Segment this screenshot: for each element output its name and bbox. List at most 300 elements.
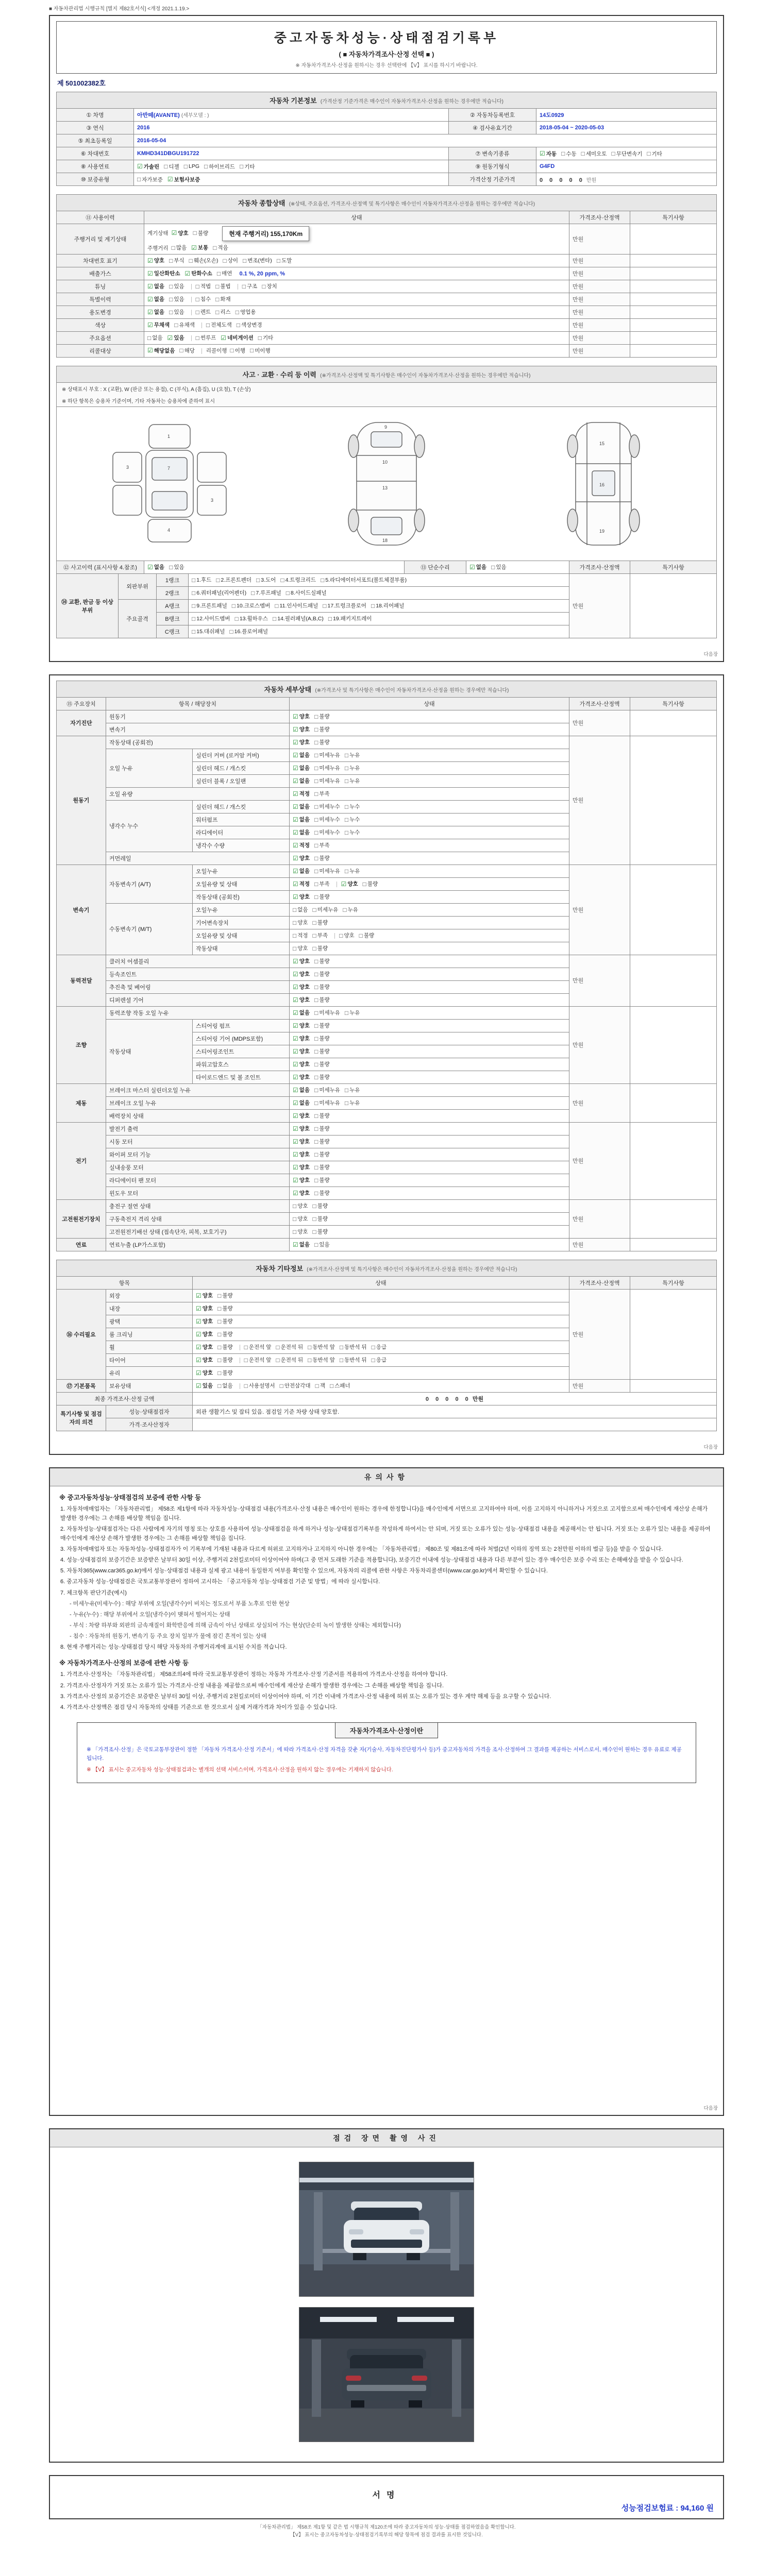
checkbox-label: 영업용 [240, 309, 256, 315]
checkbox-transmission[interactable] [611, 150, 642, 158]
empty-box-icon: □ [611, 150, 615, 157]
checkbox-휠[interactable] [276, 1343, 303, 1351]
checkbox-label: 유채색 [179, 322, 195, 328]
checkbox-label: 적법 [200, 283, 211, 290]
checkbox-자기진단[interactable] [293, 725, 310, 733]
checkbox-특별이력[interactable] [196, 295, 211, 303]
field-cell: 작동상태 (공회전) [106, 736, 290, 749]
empty-box-icon: □ [344, 777, 349, 785]
checkbox-변속기[interactable] [313, 919, 328, 926]
field-cell [290, 813, 569, 826]
checkbox-group [293, 830, 364, 836]
ellipse-element [567, 435, 578, 457]
checkbox-리콜이행[interactable] [230, 347, 245, 354]
checkbox-mileage-level[interactable] [172, 244, 187, 251]
checkbox-원동기[interactable] [345, 777, 360, 785]
checkbox-원동기[interactable] [345, 828, 360, 836]
checkbox-룸 크리닝[interactable] [196, 1330, 213, 1338]
checkbox-제동[interactable] [345, 1086, 360, 1094]
checkbox-gauge-state[interactable] [172, 229, 189, 237]
checkbox-주요옵션[interactable] [221, 334, 253, 342]
checkbox-label: 3.도어 [261, 577, 276, 583]
checkbox-배출가스[interactable] [184, 269, 212, 277]
checkbox-mileage-level[interactable] [191, 244, 208, 251]
checkbox-simple-repair[interactable] [469, 563, 486, 571]
checkbox-용도변경[interactable] [236, 308, 256, 316]
checkbox-A랭크[interactable] [371, 602, 404, 609]
checkbox-label: 불량 [363, 933, 375, 939]
checkbox-타이어[interactable] [340, 1356, 367, 1364]
checkbox-fuel[interactable] [184, 163, 199, 170]
checkbox-C랭크[interactable] [192, 628, 225, 635]
checkbox-원동기[interactable] [314, 841, 330, 849]
checkbox-특별이력[interactable] [169, 295, 184, 303]
checkbox-고전원전기장치[interactable] [313, 1202, 328, 1210]
checkbox-원동기[interactable] [314, 751, 340, 759]
checkbox-전기[interactable] [293, 1189, 310, 1197]
checkbox-원동기[interactable] [293, 751, 310, 759]
checkbox-label: 미세누유 [319, 765, 340, 771]
checkbox-변속기[interactable] [341, 880, 358, 888]
checkbox-warranty[interactable] [137, 176, 163, 183]
empty-box-icon: □ [314, 1125, 318, 1132]
checkbox-고전원전기장치[interactable] [293, 1228, 308, 1235]
checkbox-label: 누유 [349, 778, 360, 784]
field-label: ⑪ 사용이력 [57, 211, 144, 224]
checkbox-연료[interactable] [293, 1241, 310, 1248]
field-cell: 만원 [569, 955, 630, 1006]
checkbox-타이어[interactable] [196, 1356, 213, 1364]
checkbox-타이어[interactable] [217, 1356, 233, 1364]
empty-box-icon: □ [192, 628, 196, 635]
checkbox-group [244, 1358, 392, 1364]
checkbox-label: 양호 [202, 1357, 213, 1363]
checkbox-배출가스[interactable] [217, 269, 232, 277]
insurance-fee [621, 2502, 714, 2513]
checkbox-원동기[interactable] [314, 854, 330, 862]
checkbox-변속기[interactable] [313, 906, 339, 913]
checkbox-원동기[interactable] [293, 790, 310, 798]
checkbox-1랭크[interactable] [192, 576, 211, 584]
checkbox-2랭크[interactable] [286, 589, 327, 597]
checkbox-원동기[interactable] [345, 803, 360, 810]
checkbox-리콜이행[interactable] [250, 347, 271, 354]
checkbox-튜닝[interactable] [147, 282, 164, 290]
checkbox-조향[interactable] [314, 1009, 340, 1016]
checkbox-동력전달[interactable] [293, 983, 310, 991]
checkbox-원동기[interactable] [314, 828, 340, 836]
field-cell [290, 890, 569, 903]
checkbox-광택[interactable] [217, 1317, 233, 1325]
checkbox-휠[interactable] [217, 1343, 233, 1351]
checkbox-group [293, 1165, 334, 1171]
checkbox-타이어[interactable] [244, 1356, 272, 1364]
checkbox-변속기[interactable] [314, 893, 330, 901]
checkbox-transmission[interactable] [581, 150, 607, 158]
checkbox-변속기[interactable] [314, 867, 340, 875]
checkbox-제동[interactable] [293, 1086, 310, 1094]
checkbox-고전원전기장치[interactable] [293, 1215, 308, 1223]
field-cell: 만원 [569, 1379, 630, 1392]
checkbox-원동기[interactable] [314, 816, 340, 823]
table-row [57, 1289, 717, 1302]
checkbox-변속기[interactable] [345, 867, 360, 875]
checkbox-group [192, 590, 331, 597]
checkbox-특별이력[interactable] [215, 295, 231, 303]
checkbox-연료[interactable] [314, 1241, 330, 1248]
checkbox-색상[interactable] [147, 321, 170, 329]
checkbox-label: 불량 [222, 1370, 233, 1376]
checked-box-icon: ☑ [293, 1022, 298, 1029]
checkbox-자기진단[interactable] [293, 713, 310, 720]
ellipse-element [629, 435, 640, 457]
checkbox-group [172, 245, 233, 251]
checkbox-동력전달[interactable] [314, 957, 330, 965]
checkbox-transmission[interactable] [647, 150, 662, 158]
checkbox-원동기[interactable] [293, 854, 310, 862]
checkbox-변속기[interactable] [293, 931, 308, 939]
checkbox-동력전달[interactable] [314, 983, 330, 991]
checkbox-A랭크[interactable] [275, 602, 318, 609]
checkbox-색상[interactable] [206, 321, 232, 329]
checkbox-변속기[interactable] [293, 919, 308, 926]
checkbox-변속기[interactable] [293, 906, 308, 913]
field-cell: 내장 [106, 1302, 193, 1315]
checkbox-동력전달[interactable] [293, 957, 310, 965]
checked-box-icon: ☑ [293, 816, 298, 823]
span-element: 2016-05-04 [137, 138, 166, 144]
checkbox-전기[interactable] [293, 1176, 310, 1184]
section-title [56, 92, 717, 108]
checkbox-변속기[interactable] [313, 931, 328, 939]
checkbox-warranty[interactable] [167, 176, 200, 183]
checked-box-icon: ☑ [167, 334, 173, 342]
checkbox-accident[interactable] [147, 563, 164, 571]
table-header-row [57, 697, 717, 710]
checkbox-변속기[interactable] [293, 944, 308, 952]
checked-box-icon: ☑ [147, 269, 153, 277]
checkbox-튜닝[interactable] [169, 282, 184, 290]
checkbox-label: 사용설명서 [248, 1383, 275, 1389]
checkbox-label: 이행 [234, 347, 246, 354]
checkbox-전기[interactable] [293, 1163, 310, 1171]
checkbox-용도변경[interactable] [215, 308, 231, 316]
checkbox-1랭크[interactable] [321, 576, 407, 584]
checkbox-2랭크[interactable] [251, 589, 281, 597]
checkbox-1랭크[interactable] [280, 576, 316, 584]
checkbox-조향[interactable] [314, 1047, 330, 1055]
checkbox-fuel[interactable] [137, 163, 159, 171]
checkbox-B랭크[interactable] [328, 615, 372, 622]
field-cell [144, 293, 569, 306]
checkbox-변속기[interactable] [293, 867, 310, 875]
checkbox-transmission[interactable] [540, 150, 557, 158]
field-cell: 오일유량 및 상태 [193, 929, 290, 942]
checkbox-차대번호 표기[interactable] [243, 257, 272, 264]
checkbox-타이어[interactable] [308, 1356, 335, 1364]
checkbox-동력전달[interactable] [293, 996, 310, 1004]
empty-box-icon: □ [371, 602, 375, 609]
checkbox-전기[interactable] [293, 1138, 310, 1145]
checkbox-전기[interactable] [293, 1125, 310, 1132]
checkbox-group [293, 843, 334, 849]
empty-box-icon: □ [343, 906, 347, 913]
field-cell: 연료누출 (LP가스포함) [106, 1238, 290, 1251]
checkbox-원동기[interactable] [293, 764, 310, 772]
field-cell: 충전구 절연 상태 [106, 1199, 290, 1212]
checkbox-튜닝[interactable] [262, 282, 277, 290]
checkbox-자기진단[interactable] [314, 725, 330, 733]
checkbox-전기[interactable] [293, 1150, 310, 1158]
empty-box-icon: □ [315, 1382, 319, 1389]
empty-box-icon: □ [236, 321, 240, 329]
checkbox-내장[interactable] [196, 1304, 213, 1312]
checkbox-조향[interactable] [293, 1047, 310, 1055]
checkbox-특별이력[interactable] [147, 295, 164, 303]
checkbox-조향[interactable] [345, 1009, 360, 1016]
checkbox-C랭크[interactable] [229, 628, 268, 635]
span-element: 0 0 0 0 0 [425, 1396, 471, 1402]
checkbox-자기진단[interactable] [314, 713, 330, 720]
checkbox-fuel[interactable] [240, 163, 255, 171]
checkbox-전기[interactable] [314, 1125, 330, 1132]
checkbox-룸 크리닝[interactable] [217, 1330, 233, 1338]
text-element: 16 [599, 482, 605, 487]
field-label: 상태 [290, 697, 569, 710]
checkbox-transmission[interactable] [561, 150, 577, 158]
checkbox-주요옵션[interactable] [167, 334, 184, 342]
checkbox-accident[interactable] [169, 563, 184, 571]
checkbox-보유상태[interactable] [315, 1382, 325, 1389]
checkbox-용도변경[interactable] [169, 308, 184, 316]
checkbox-보유상태[interactable] [280, 1382, 311, 1389]
checkbox-리콜대상[interactable] [179, 347, 195, 354]
checkbox-주요옵션[interactable] [196, 334, 216, 342]
rect-element [452, 2340, 461, 2417]
checkbox-조향[interactable] [314, 1022, 330, 1029]
checkbox-조향[interactable] [314, 1060, 330, 1068]
checkbox-차대번호 표기[interactable] [277, 257, 292, 264]
checkbox-동력전달[interactable] [314, 996, 330, 1004]
checkbox-원동기[interactable] [314, 738, 330, 746]
checkbox-타이어[interactable] [276, 1356, 303, 1364]
checkbox-휠[interactable] [340, 1343, 367, 1351]
checkbox-label: 있음 [174, 564, 184, 570]
empty-box-icon: □ [362, 880, 366, 888]
checkbox-조향[interactable] [293, 1035, 310, 1042]
field-cell [134, 147, 449, 160]
checkbox-조향[interactable] [293, 1022, 310, 1029]
span-element: 자동차 세부상태 [264, 685, 312, 693]
checkbox-변속기[interactable] [314, 880, 330, 888]
checkbox-전기[interactable] [314, 1189, 330, 1197]
checkbox-외장[interactable] [196, 1292, 213, 1299]
checkbox-전기[interactable] [314, 1176, 330, 1184]
field-cell [290, 993, 569, 1006]
checkbox-보유상태[interactable] [244, 1382, 275, 1389]
checkbox-주요옵션[interactable] [258, 334, 274, 342]
checkbox-제동[interactable] [314, 1086, 340, 1094]
checkbox-label: 불량 [222, 1293, 233, 1299]
field-label: 특기사항 [630, 697, 717, 710]
checkbox-group [293, 817, 364, 823]
field-cell: 구동축전지 격리 상태 [106, 1212, 290, 1225]
checkbox-원동기[interactable] [314, 790, 330, 798]
empty-box-icon: □ [137, 176, 141, 183]
empty-box-icon: □ [344, 751, 349, 759]
checkbox-label: 없음 [152, 335, 163, 341]
checkbox-휠[interactable] [372, 1343, 387, 1351]
checkbox-B랭크[interactable] [273, 615, 324, 622]
checkbox-색상[interactable] [237, 321, 262, 329]
checkbox-차대번호 표기[interactable] [223, 257, 238, 264]
checkbox-원동기[interactable] [314, 764, 340, 772]
checkbox-변속기[interactable] [313, 944, 328, 952]
empty-box-icon: □ [276, 1343, 280, 1351]
checkbox-label: 양호 [299, 997, 310, 1003]
checkbox-전기[interactable] [314, 1150, 330, 1158]
checkbox-변속기[interactable] [293, 880, 310, 888]
checkbox-원동기[interactable] [293, 738, 310, 746]
field-label: 2랭크 [157, 586, 189, 599]
car-diagrams [56, 406, 717, 561]
checkbox-원동기[interactable] [293, 777, 310, 785]
checkbox-원동기[interactable] [314, 777, 340, 785]
empty-box-icon: □ [215, 308, 220, 316]
checkbox-조향[interactable] [293, 1073, 310, 1081]
checkbox-보유상태[interactable] [217, 1382, 233, 1389]
next-page-label: 다음장 [703, 651, 718, 657]
checkbox-변속기[interactable] [293, 893, 310, 901]
checkbox-label: 불량 [319, 1061, 330, 1067]
checkbox-simple-repair[interactable] [491, 563, 507, 571]
checkbox-타이어[interactable] [372, 1356, 387, 1364]
checked-box-icon: ☑ [171, 229, 177, 237]
checkbox-외장[interactable] [217, 1292, 233, 1299]
checkbox-보유상태[interactable] [196, 1382, 213, 1389]
checkbox-보유상태[interactable] [330, 1382, 350, 1389]
fine-print [49, 2523, 724, 2539]
checkbox-조향[interactable] [293, 1060, 310, 1068]
checkbox-label: 양호 [299, 894, 310, 900]
checkbox-용도변경[interactable] [196, 308, 211, 316]
checkbox-원동기[interactable] [345, 751, 360, 759]
checkbox-유리[interactable] [217, 1369, 233, 1377]
checkbox-휠[interactable] [244, 1343, 272, 1351]
checkbox-B랭크[interactable] [235, 615, 268, 622]
checkbox-group [196, 1383, 238, 1389]
checkbox-1랭크[interactable] [256, 576, 276, 584]
checkbox-차대번호 표기[interactable] [169, 257, 184, 264]
checkbox-용도변경[interactable] [147, 308, 164, 316]
checkbox-고전원전기장치[interactable] [313, 1215, 328, 1223]
checkbox-mileage-level[interactable] [213, 244, 228, 251]
diagram-note-legend: ※ 하단 항목은 승용차 기준이며, 기타 자동차는 승용차에 준하여 표시 [56, 395, 717, 406]
checkbox-fuel[interactable] [204, 163, 235, 171]
checkbox-제동[interactable] [314, 1099, 340, 1107]
checkbox-변속기[interactable] [343, 906, 358, 913]
checkbox-원동기[interactable] [314, 803, 340, 810]
checkbox-원동기[interactable] [293, 828, 310, 836]
checkbox-원동기[interactable] [293, 803, 310, 810]
checkbox-원동기[interactable] [293, 816, 310, 823]
field-cell [290, 865, 569, 877]
checkbox-label: 적정 [299, 842, 310, 849]
empty-box-icon: □ [244, 1343, 248, 1351]
checkbox-리콜대상[interactable] [147, 347, 175, 354]
checkbox-유리[interactable] [196, 1369, 213, 1377]
checkbox-동력전달[interactable] [314, 970, 330, 978]
checkbox-원동기[interactable] [345, 816, 360, 823]
checkbox-내장[interactable] [217, 1304, 233, 1312]
checkbox-변속기[interactable] [363, 880, 378, 888]
checkbox-주요옵션[interactable] [147, 334, 163, 342]
ellipse-element [348, 509, 359, 532]
checkbox-2랭크[interactable] [192, 589, 246, 597]
field-cell [290, 1122, 569, 1135]
checkbox-조향[interactable] [314, 1035, 330, 1042]
checkbox-색상[interactable] [174, 321, 195, 329]
checkbox-B랭크[interactable] [192, 615, 230, 622]
checked-box-icon: ☑ [293, 1150, 298, 1158]
checkbox-변속기[interactable] [339, 931, 355, 939]
empty-box-icon: □ [280, 576, 284, 584]
checkbox-group [293, 1062, 334, 1068]
field-label: 주요골격 [119, 599, 157, 638]
checkbox-동력전달[interactable] [293, 970, 310, 978]
checkbox-조향[interactable] [314, 1073, 330, 1081]
checkbox-차대번호 표기[interactable] [189, 257, 219, 264]
checkbox-group [293, 1126, 334, 1132]
field-cell: 만원 [569, 344, 630, 357]
field-cell [193, 1315, 569, 1328]
checkbox-제동[interactable] [293, 1112, 310, 1120]
checkbox-전기[interactable] [314, 1163, 330, 1171]
checkbox-차대번호 표기[interactable] [147, 257, 164, 264]
checkbox-광택[interactable] [196, 1317, 213, 1325]
checkbox-변속기[interactable] [359, 931, 375, 939]
field-cell: 만원 [569, 331, 630, 344]
checkbox-원동기[interactable] [293, 841, 310, 849]
field-label: 리콜대상 [57, 344, 144, 357]
checkbox-튜닝[interactable] [215, 282, 231, 290]
checkbox-튜닝[interactable] [196, 282, 211, 290]
checkbox-A랭크[interactable] [192, 602, 227, 609]
checkbox-fuel[interactable] [164, 163, 179, 171]
checkbox-group [192, 629, 273, 635]
checkbox-튜닝[interactable] [242, 282, 258, 290]
checkbox-고전원전기장치[interactable] [293, 1202, 308, 1210]
info-box-line: ※ 「가격조사·산정」은 국토교통부장관이 정한 「자동차 가격조사·산정 기준서」에 따라 가격조사·산정 자격을 갖춘 자(기술사, 자동차진단평가사 등)가 중고자동차의 가격을 조사·산정하여 그 결과를 제공하는 서비스로서, 매수인이 원하는 경우 유료로 제공됩니다. [87, 1747, 682, 1762]
checkbox-전기[interactable] [314, 1138, 330, 1145]
checkbox-휠[interactable] [308, 1343, 335, 1351]
checkbox-원동기[interactable] [345, 764, 360, 772]
checkbox-group [196, 1358, 238, 1364]
checkbox-A랭크[interactable] [232, 602, 271, 609]
field-cell [193, 1302, 569, 1315]
checkbox-배출가스[interactable] [147, 269, 180, 277]
table-row [57, 736, 717, 749]
checkbox-휠[interactable] [196, 1343, 213, 1351]
checkbox-고전원전기장치[interactable] [313, 1228, 328, 1235]
checkbox-제동[interactable] [314, 1112, 330, 1120]
checkbox-gauge-state[interactable] [193, 229, 209, 237]
checkbox-제동[interactable] [345, 1099, 360, 1107]
checkbox-A랭크[interactable] [323, 602, 366, 609]
checkbox-제동[interactable] [293, 1099, 310, 1107]
checkbox-1랭크[interactable] [216, 576, 251, 584]
checkbox-조향[interactable] [293, 1009, 310, 1016]
